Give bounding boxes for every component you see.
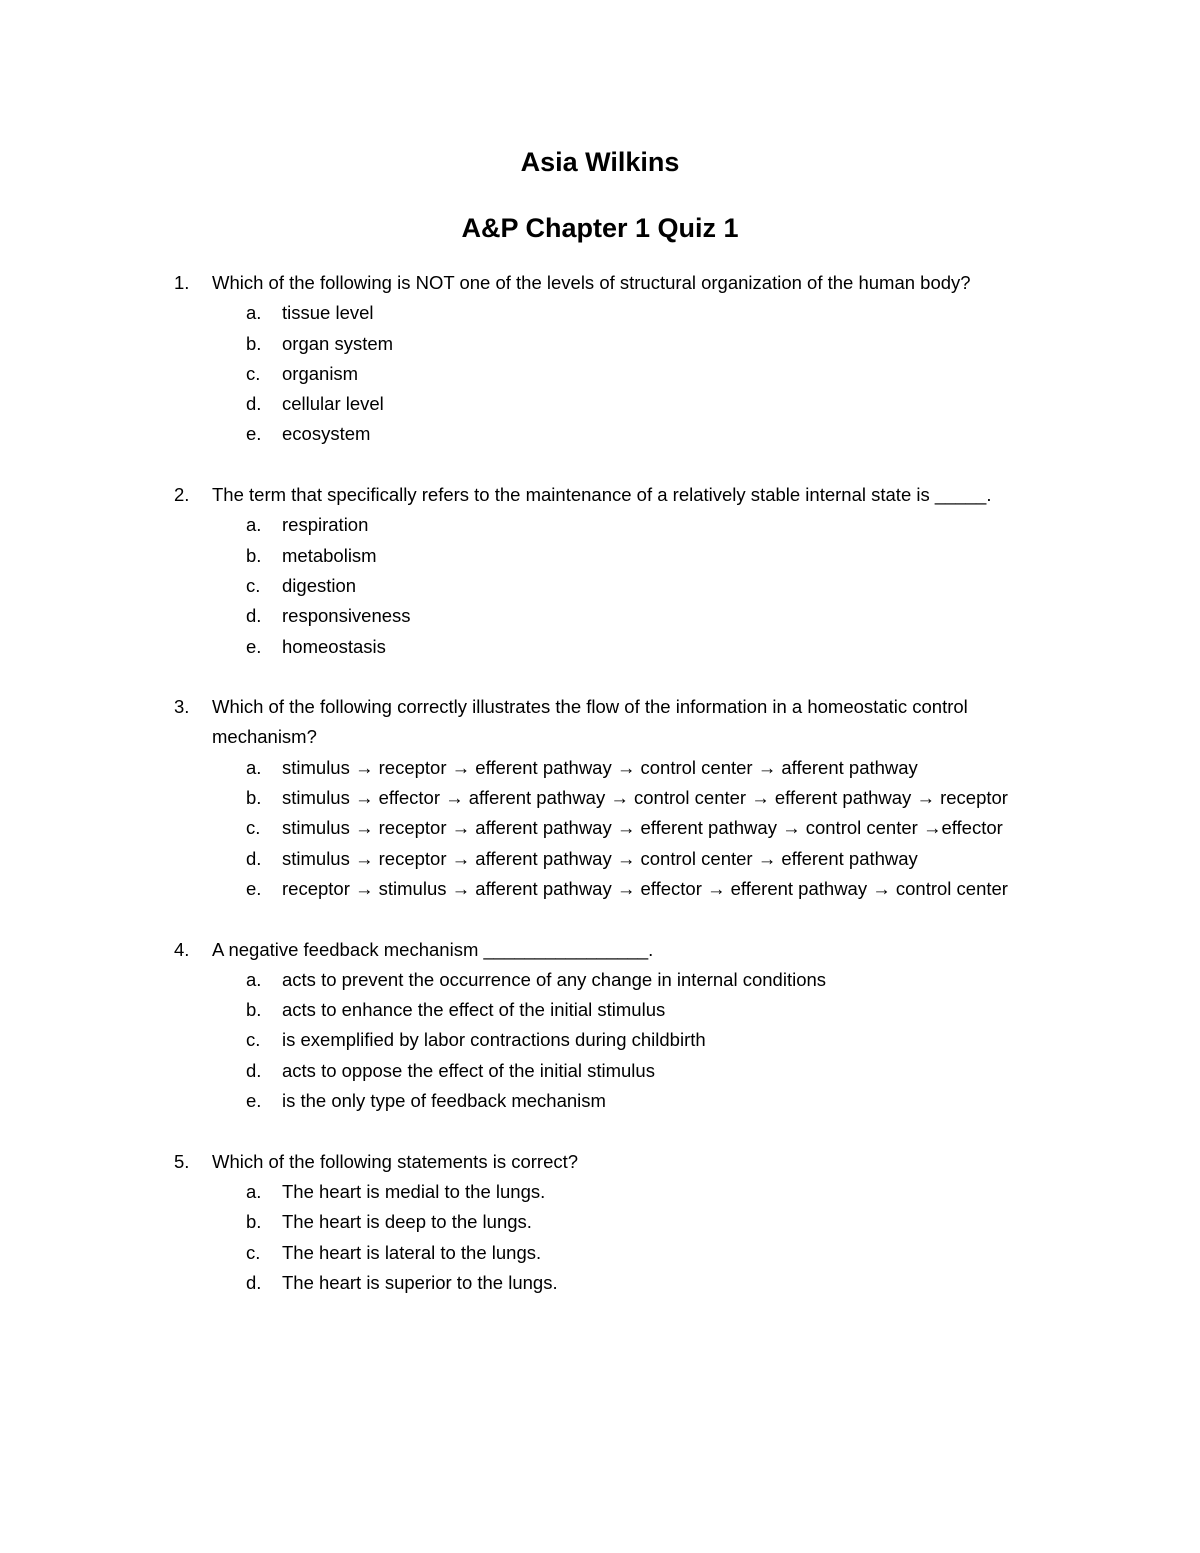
option-text: acts to prevent the occurrence of any change in internal conditions (282, 968, 827, 990)
answer-option (212, 1177, 1054, 1207)
option-letter: c. (246, 817, 261, 839)
answer-option (212, 571, 1054, 601)
question-text: A negative feedback mechanism ________________. (212, 938, 654, 960)
answer-option (212, 298, 1054, 328)
option-letter: a. (246, 302, 262, 324)
option-text: stimulus → effector → afferent pathway → control center → efferent pathway → receptor (282, 787, 1008, 809)
option-text: is the only type of feedback mechanism (282, 1090, 606, 1112)
question-list (174, 268, 1054, 1328)
option-letter: b. (246, 544, 262, 566)
question-number: 2. (174, 484, 190, 506)
option-text: ecosystem (282, 423, 371, 445)
answer-options (212, 510, 1054, 661)
option-text: digestion (282, 574, 357, 596)
answer-options (212, 1177, 1054, 1298)
option-letter: e. (246, 877, 262, 899)
option-letter: b. (246, 787, 262, 809)
answer-option (212, 1056, 1054, 1086)
option-text: tissue level (282, 302, 374, 324)
answer-option (212, 874, 1054, 904)
student-name: Asia Wilkins (520, 147, 680, 177)
question-1 (174, 268, 1054, 450)
option-text: stimulus → receptor → efferent pathway → control center → afferent pathway (282, 756, 918, 778)
option-text: The heart is deep to the lungs. (282, 1211, 532, 1233)
answer-option (212, 813, 1054, 843)
option-text: cellular level (282, 393, 384, 415)
option-text: responsiveness (282, 605, 411, 627)
option-letter: b. (246, 1211, 262, 1233)
option-letter: a. (246, 968, 262, 990)
option-letter: d. (246, 1271, 262, 1293)
option-letter: e. (246, 635, 262, 657)
answer-options (212, 298, 1054, 449)
question-number: 3. (174, 696, 190, 718)
answer-option (212, 844, 1054, 874)
option-text: The heart is medial to the lungs. (282, 1180, 546, 1202)
answer-option (212, 1025, 1054, 1055)
option-letter: d. (246, 393, 262, 415)
option-letter: d. (246, 1059, 262, 1081)
question-text: Which of the following is NOT one of the levels of structural organization of the human body? (212, 272, 971, 293)
answer-option (212, 389, 1054, 419)
option-text: respiration (282, 514, 369, 536)
answer-option (212, 329, 1054, 359)
option-text: The heart is lateral to the lungs. (282, 1241, 542, 1263)
answer-option (212, 965, 1054, 995)
option-letter: c. (246, 1241, 261, 1263)
answer-option (212, 783, 1054, 813)
answer-option (212, 419, 1054, 449)
question-5 (174, 1147, 1054, 1298)
option-letter: c. (246, 362, 261, 384)
answer-option (212, 753, 1054, 783)
question-4 (174, 935, 1054, 1117)
option-text: receptor → stimulus → afferent pathway → effector → efferent pathway → control center (282, 877, 1008, 899)
question-2 (174, 480, 1054, 662)
question-number: 4. (174, 938, 190, 960)
answer-option (212, 1086, 1054, 1116)
option-letter: e. (246, 423, 262, 445)
option-letter: d. (246, 847, 262, 869)
answer-option (212, 632, 1054, 662)
answer-option (212, 1268, 1054, 1298)
answer-option (212, 601, 1054, 631)
option-letter: e. (246, 1090, 262, 1112)
option-text: homeostasis (282, 635, 386, 657)
question-text: Which of the following correctly illustrates the flow of the information in a homeostatic control mechanism? (212, 696, 968, 748)
question-text: The term that specifically refers to the maintenance of a relatively stable internal state is _____. (212, 484, 992, 506)
option-letter: a. (246, 1180, 262, 1202)
answer-options (212, 965, 1054, 1116)
option-text: acts to enhance the effect of the initial stimulus (282, 999, 666, 1021)
option-text: organ system (282, 332, 394, 354)
option-letter: a. (246, 756, 262, 778)
answer-option (212, 995, 1054, 1025)
question-number: 5. (174, 1150, 190, 1172)
option-text: is exemplified by labor contractions during childbirth (282, 1029, 706, 1051)
answer-option (212, 359, 1054, 389)
option-letter: b. (246, 332, 262, 354)
quiz-title: A&P Chapter 1 Quiz 1 (461, 213, 739, 243)
option-text: The heart is superior to the lungs. (282, 1271, 558, 1293)
option-text: stimulus → receptor → afferent pathway → control center → efferent pathway (282, 847, 918, 869)
option-letter: a. (246, 514, 262, 536)
option-text: metabolism (282, 544, 377, 566)
option-letter: d. (246, 605, 262, 627)
option-letter: c. (246, 1029, 261, 1051)
question-text: Which of the following statements is correct? (212, 1150, 579, 1172)
option-text: acts to oppose the effect of the initial stimulus (282, 1059, 655, 1081)
answer-option (212, 1207, 1054, 1237)
question-3 (174, 692, 1054, 904)
option-letter: c. (246, 574, 261, 596)
option-text: stimulus → receptor → afferent pathway → efferent pathway → control center →effector (282, 817, 1003, 839)
option-text: organism (282, 362, 359, 384)
answer-option (212, 1238, 1054, 1268)
answer-options (212, 753, 1054, 904)
answer-option (212, 541, 1054, 571)
answer-option (212, 510, 1054, 540)
option-letter: b. (246, 999, 262, 1021)
question-number: 1. (174, 272, 190, 293)
